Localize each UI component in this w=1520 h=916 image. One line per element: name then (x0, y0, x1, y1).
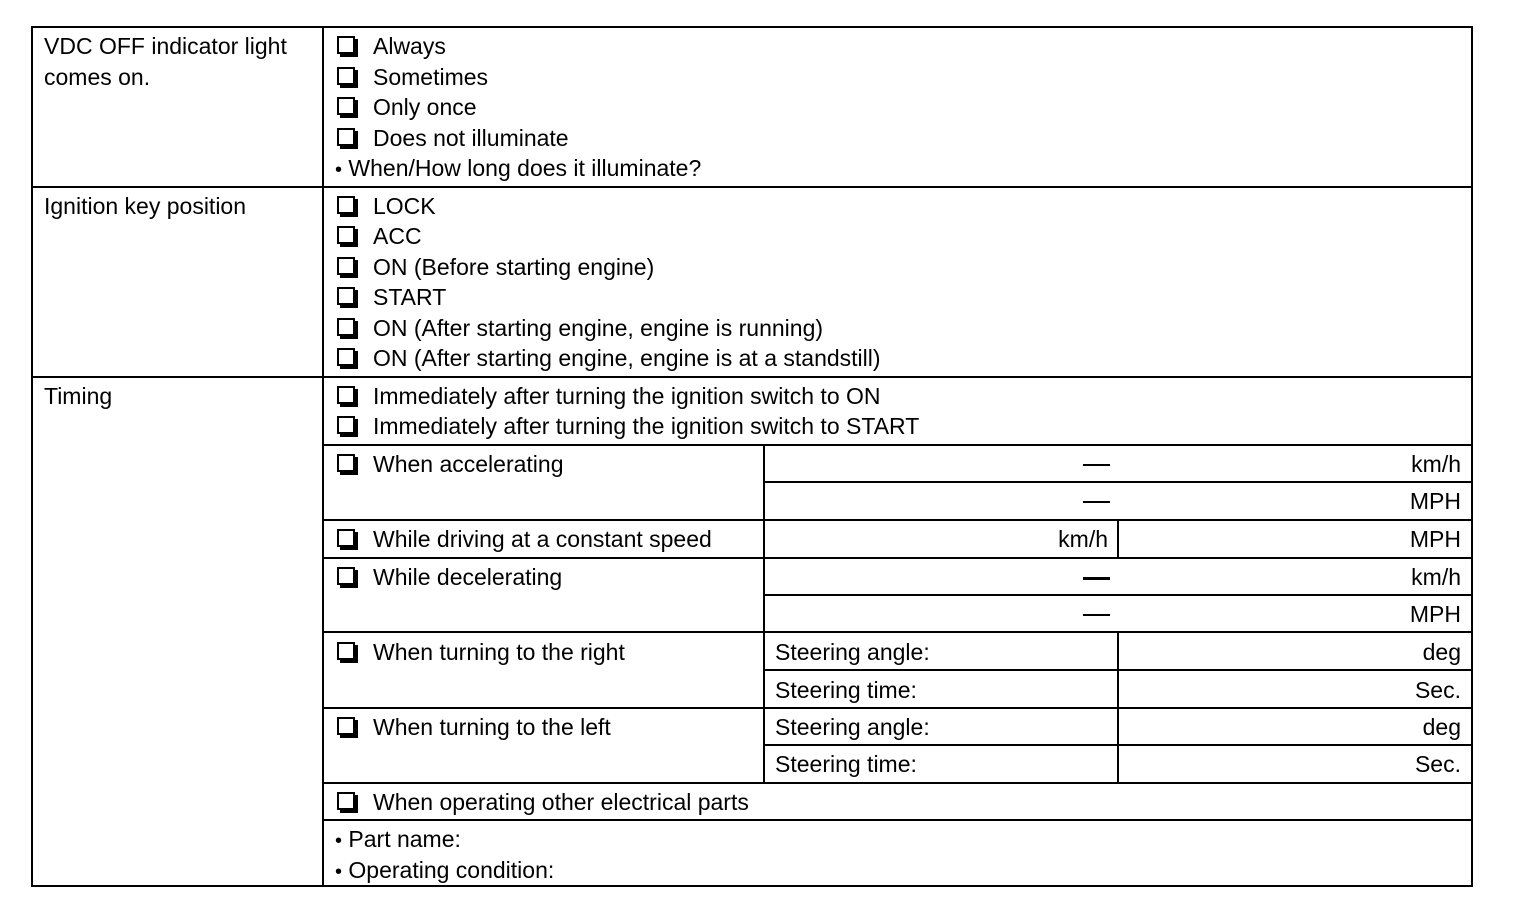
checkbox-immediate-on[interactable] (337, 386, 355, 404)
checkbox-on-engine-standstill[interactable] (337, 348, 355, 366)
option-on-before-start: ON (Before starting engine) (373, 254, 655, 280)
checkbox-constant-speed[interactable] (337, 529, 355, 547)
row-divider (322, 557, 1471, 559)
constant-unit-mph: MPH (1409, 526, 1461, 552)
option-accelerating: When accelerating (373, 451, 564, 477)
bullet-icon: • (335, 159, 343, 181)
row-divider (33, 186, 1471, 188)
range-dash-icon (1083, 577, 1110, 580)
checkbox-does-not-illuminate[interactable] (337, 128, 355, 146)
range-dash-icon (1083, 464, 1110, 466)
option-on-engine-standstill: ON (After starting engine, engine is at a standstill) (373, 345, 881, 371)
accelerating-unit-mph: MPH (1409, 488, 1461, 514)
decelerating-unit-mph: MPH (1409, 601, 1461, 627)
checkbox-start[interactable] (337, 287, 355, 305)
indicator-label-line1: VDC OFF indicator light (44, 33, 287, 59)
checkbox-accelerating[interactable] (337, 454, 355, 472)
decelerating-unit-kmh: km/h (1411, 564, 1461, 590)
row-divider (322, 707, 1471, 709)
turn-left-time-label: Steering time: (775, 751, 917, 777)
row-divider (322, 631, 1471, 633)
checkbox-always[interactable] (337, 36, 355, 54)
checkbox-sometimes[interactable] (337, 67, 355, 85)
turn-left-angle-label: Steering angle: (775, 714, 930, 740)
option-lock: LOCK (373, 193, 436, 219)
checkbox-turn-right[interactable] (337, 642, 355, 660)
option-turn-right: When turning to the right (373, 639, 625, 665)
illumination-question-text: When/How long does it illuminate? (348, 155, 702, 181)
option-on-engine-running: ON (After starting engine, engine is running) (373, 315, 824, 341)
checkbox-only-once[interactable] (337, 97, 355, 115)
option-acc: ACC (373, 223, 422, 249)
option-start: START (373, 284, 447, 310)
row-divider (322, 782, 1471, 784)
row-divider (33, 376, 1471, 378)
option-only-once: Only once (373, 94, 477, 120)
checkbox-on-before-start[interactable] (337, 257, 355, 275)
turn-left-angle-unit: deg (1422, 714, 1461, 740)
row-divider (763, 594, 1471, 596)
checkbox-decelerating[interactable] (337, 567, 355, 585)
option-does-not-illuminate: Does not illuminate (373, 125, 569, 151)
row-divider (763, 481, 1471, 483)
timing-label: Timing (44, 383, 113, 409)
checkbox-lock[interactable] (337, 196, 355, 214)
option-immediate-on: Immediately after turning the ignition switch to ON (373, 383, 881, 409)
part-name-field (335, 824, 461, 856)
turn-right-angle-unit: deg (1422, 639, 1461, 665)
operating-condition-label: Operating condition: (348, 857, 555, 883)
row-divider (322, 519, 1471, 521)
checkbox-electrical-parts[interactable] (337, 792, 355, 810)
accelerating-unit-kmh: km/h (1411, 451, 1461, 477)
turn-left-time-unit: Sec. (1414, 751, 1461, 777)
range-dash-icon (1083, 501, 1110, 503)
column-divider (1117, 631, 1119, 782)
column-divider (1117, 519, 1119, 557)
range-dash-icon (1083, 614, 1110, 616)
turn-right-angle-label: Steering angle: (775, 639, 930, 665)
option-turn-left: When turning to the left (373, 714, 611, 740)
option-immediate-start: Immediately after turning the ignition switch to START (373, 413, 920, 439)
column-divider (763, 444, 765, 782)
illumination-question (335, 153, 701, 185)
option-decelerating: While decelerating (373, 564, 563, 590)
checkbox-on-engine-running[interactable] (337, 318, 355, 336)
checkbox-immediate-start[interactable] (337, 416, 355, 434)
checkbox-acc[interactable] (337, 226, 355, 244)
row-divider (322, 819, 1471, 821)
ignition-label: Ignition key position (44, 193, 247, 219)
option-always: Always (373, 33, 446, 59)
turn-right-time-unit: Sec. (1414, 677, 1461, 703)
column-divider (322, 28, 324, 885)
bullet-icon: • (335, 861, 343, 883)
turn-right-time-label: Steering time: (775, 677, 917, 703)
checkbox-turn-left[interactable] (337, 717, 355, 735)
option-sometimes: Sometimes (373, 64, 489, 90)
constant-unit-kmh: km/h (1058, 526, 1108, 552)
diagnostic-worksheet (31, 26, 1473, 887)
part-name-label: Part name: (348, 826, 461, 852)
option-constant-speed: While driving at a constant speed (373, 526, 712, 552)
bullet-icon: • (335, 830, 343, 852)
option-electrical-parts: When operating other electrical parts (373, 789, 749, 815)
operating-condition-field (335, 855, 554, 887)
indicator-label-line2: comes on. (44, 64, 151, 90)
row-divider (322, 444, 1471, 446)
